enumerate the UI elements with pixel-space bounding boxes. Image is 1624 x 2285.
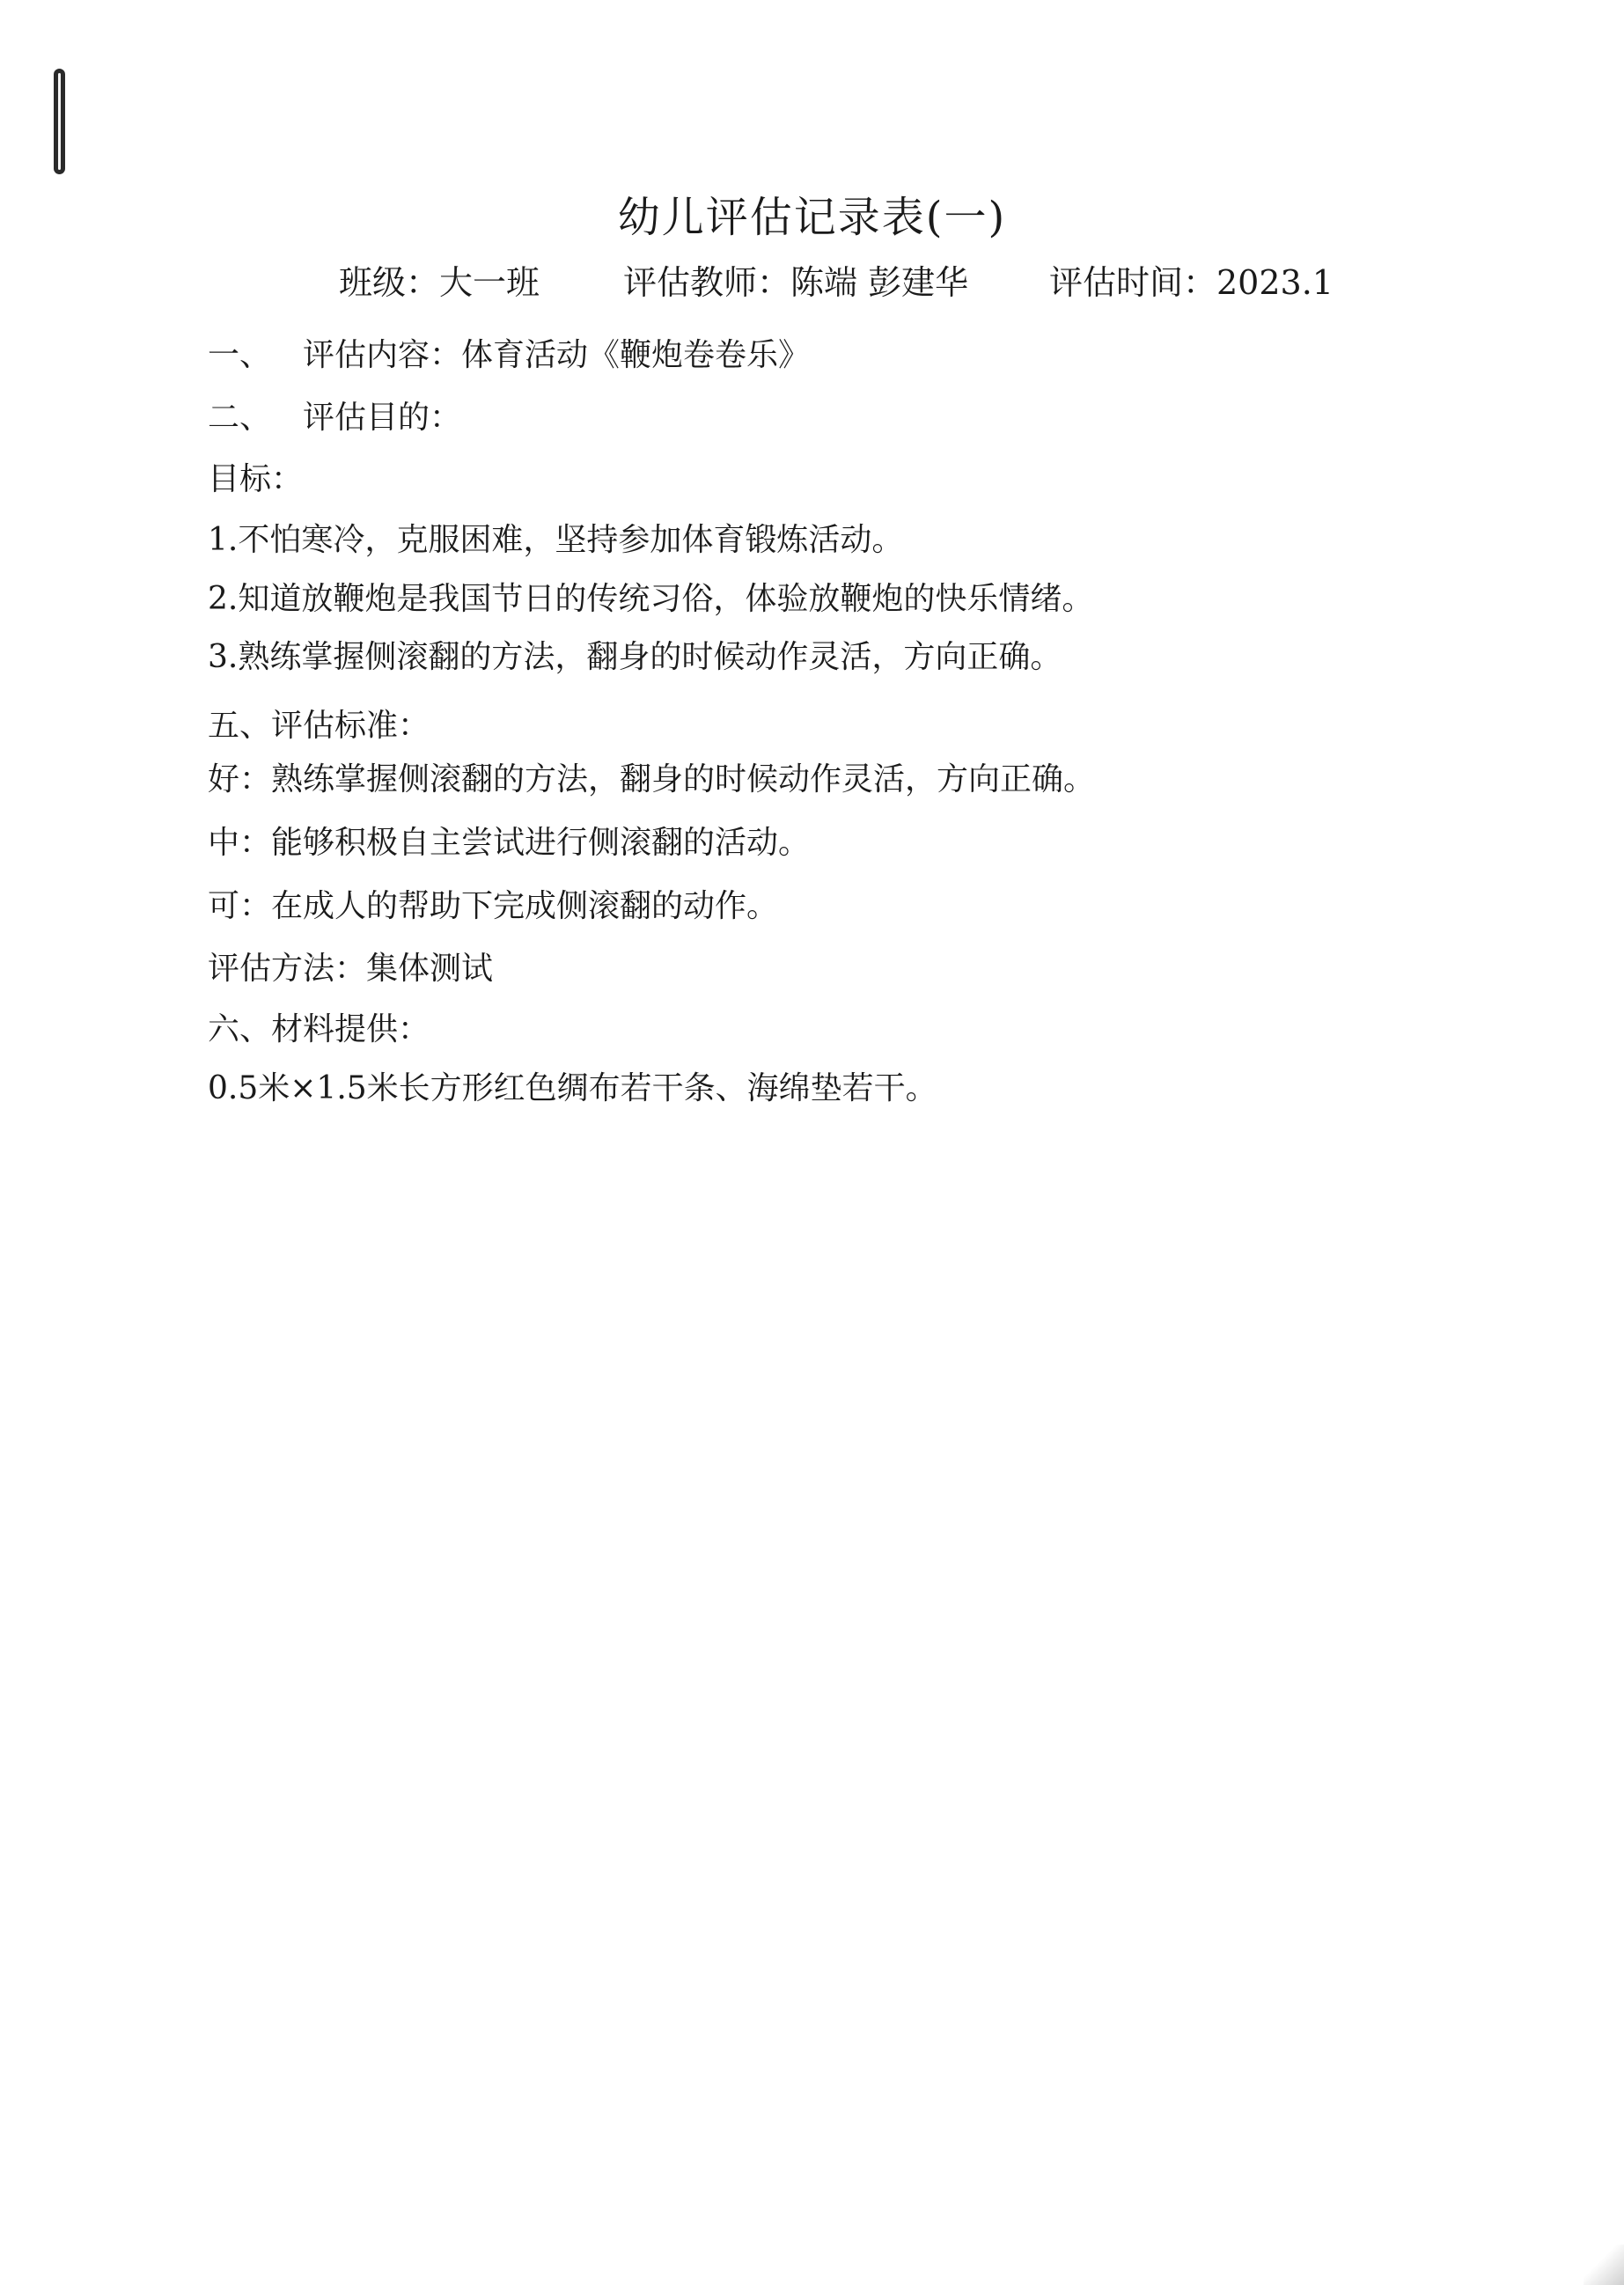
class-info: 班级：大一班 — [339, 263, 540, 302]
section-number: 一、 — [208, 337, 272, 373]
page-corner-shadow — [1584, 2245, 1624, 2285]
materials-label: 六、材料提供： — [208, 1011, 430, 1047]
standard-item: 可：在成人的帮助下完成侧滚翻的动作。 — [208, 888, 779, 924]
section-content — [208, 330, 810, 375]
teacher-info: 评估教师：陈端 彭建华 — [623, 263, 969, 302]
binder-clip-mark — [54, 69, 65, 174]
goal-item: 2.知道放鞭炮是我国节日的传统习俗，体验放鞭炮的快乐情绪。 — [208, 581, 1094, 617]
assessment-method: 评估方法：集体测试 — [208, 951, 494, 987]
materials-text: 0.5米×1.5米长方形红色绸布若干条、海绵垫若干。 — [208, 1070, 937, 1106]
assessment-time: 评估时间：2023.1 — [1049, 263, 1334, 302]
goal-item: 1.不怕寒冷，克服困难，坚持参加体育锻炼活动。 — [208, 522, 904, 558]
goal-item: 3.熟练掌握侧滚翻的方法，翻身的时候动作灵活，方向正确。 — [208, 639, 1062, 675]
section-text: 评估目的： — [303, 400, 462, 436]
goals-label: 目标： — [208, 461, 304, 497]
page-title: 幼儿评估记录表(一) — [617, 193, 1007, 242]
section-number: 二、 — [208, 400, 272, 436]
section-text: 评估内容：体育活动《鞭炮卷卷乐》 — [303, 337, 811, 373]
standard-item: 中：能够积极自主尝试进行侧滚翻的活动。 — [208, 825, 811, 861]
standards-label: 五、评估标准： — [208, 708, 430, 744]
section-purpose — [208, 393, 461, 437]
standard-item: 好：熟练掌握侧滚翻的方法，翻身的时候动作灵活，方向正确。 — [208, 761, 1096, 797]
